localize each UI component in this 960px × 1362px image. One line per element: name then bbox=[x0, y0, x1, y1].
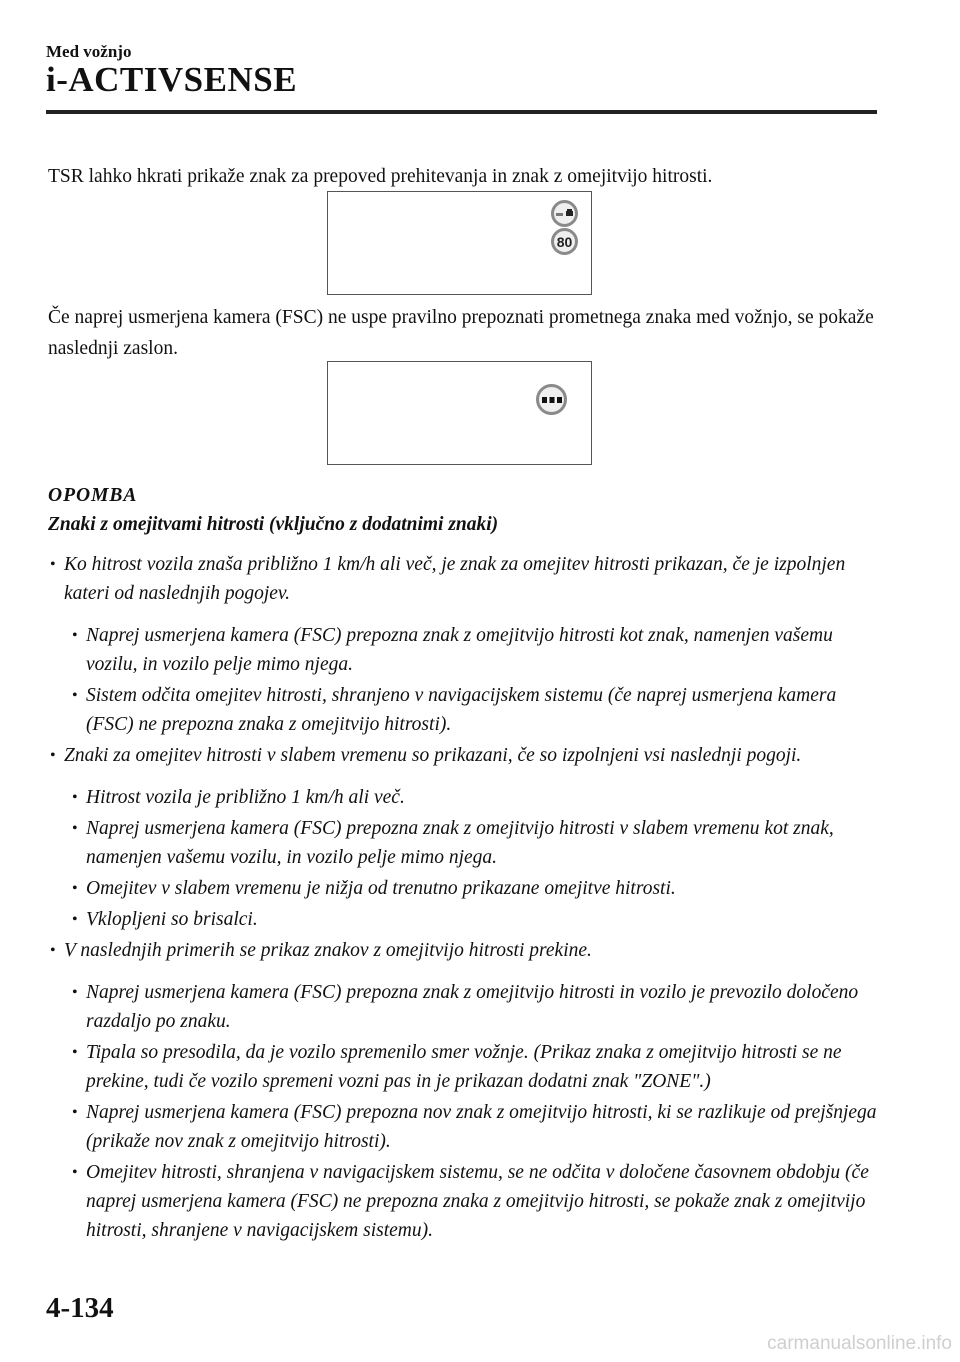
list-subitem: • Naprej usmerjena kamera (FSC) prepozna znak z omejitvijo hitrosti v slabem vremenu kot znak, namenjen vašemu vozilu, in vozilo pelje mimo njega. bbox=[0, 814, 878, 872]
bullet-icon: • bbox=[72, 820, 78, 837]
note-title: OPOMBA bbox=[48, 485, 138, 506]
unrecognized-sign-icon bbox=[536, 384, 567, 415]
display-illustration-dual-signs bbox=[327, 191, 592, 295]
display-illustration-unrecognized bbox=[327, 361, 592, 465]
watermark: carmanualsonline.info bbox=[767, 1333, 952, 1354]
bullet-icon: • bbox=[72, 911, 78, 928]
bullet-icon: • bbox=[50, 747, 56, 764]
paragraph-tsr-dual: TSR lahko hkrati prikaže znak za prepoved prehitevanja in znak z omejitvijo hitrosti. bbox=[48, 166, 713, 187]
list-subitem: • Naprej usmerjena kamera (FSC) prepozna znak z omejitvijo hitrosti in vozilo je prevozilo določeno razdaljo po znaku. bbox=[0, 978, 878, 1036]
page-number: 4-134 bbox=[46, 1292, 114, 1324]
list-subitem: • Naprej usmerjena kamera (FSC) prepozna nov znak z omejitvijo hitrosti, ki se razlikuje od prejšnjega (prikaže nov znak z omejitvijo hitrosti). bbox=[0, 1098, 878, 1156]
bullet-icon: • bbox=[72, 1044, 78, 1061]
list-subitem: • Omejitev hitrosti, shranjena v navigacijskem sistemu, se ne odčita v določene časovnem obdobju (če naprej usmerjena kamera (FSC) ne prepozna znaka z omejitvijo hitrosti, se pokaže znak z omejitvijo hitrosti, shranjene v navigacijskem sistemu). bbox=[0, 1158, 878, 1245]
bullet-icon: • bbox=[72, 1104, 78, 1121]
list-item: • Ko hitrost vozila znaša približno 1 km/h ali več, je znak za omejitev hitrosti prikazan, če je izpolnjen kateri od naslednjih pogojev. bbox=[0, 550, 876, 608]
no-passing-sign-icon bbox=[551, 200, 578, 227]
bullet-icon: • bbox=[72, 984, 78, 1001]
note-list bbox=[0, 550, 960, 1247]
section-label: Med vožnjo bbox=[46, 42, 132, 61]
bullet-icon: • bbox=[72, 687, 78, 704]
list-subitem: • Sistem odčita omejitev hitrosti, shranjeno v navigacijskem sistemu (če naprej usmerjena kamera (FSC) ne prepozna znaka z omejitvijo hitrosti). bbox=[0, 681, 878, 739]
list-subitem: • Omejitev v slabem vremenu je nižja od trenutno prikazane omejitve hitrosti. bbox=[0, 874, 878, 903]
bullet-icon: • bbox=[50, 556, 56, 573]
bullet-icon: • bbox=[72, 627, 78, 644]
list-subitem: • Vklopljeni so brisalci. bbox=[0, 905, 878, 934]
list-subitem: • Hitrost vozila je približno 1 km/h ali več. bbox=[0, 783, 878, 812]
bullet-icon: • bbox=[72, 880, 78, 897]
bullet-icon: • bbox=[72, 789, 78, 806]
list-item: • V naslednjih primerih se prikaz znakov z omejitvijo hitrosti prekine. bbox=[0, 936, 876, 965]
list-subitem: • Naprej usmerjena kamera (FSC) prepozna znak z omejitvijo hitrosti kot znak, namenjen vašemu vozilu, in vozilo pelje mimo njega. bbox=[0, 621, 878, 679]
note-subtitle: Znaki z omejitvami hitrosti (vključno z dodatnimi znaki) bbox=[48, 514, 499, 535]
bullet-icon: • bbox=[72, 1164, 78, 1181]
bullet-icon: • bbox=[50, 942, 56, 959]
speed-limit-sign-icon: 80 bbox=[551, 228, 578, 255]
list-item: • Znaki za omejitev hitrosti v slabem vremenu so prikazani, če so izpolnjeni vsi naslednji pogoji. bbox=[0, 741, 876, 770]
header-divider bbox=[46, 110, 877, 114]
paragraph-fsc-fail: Če naprej usmerjena kamera (FSC) ne uspe pravilno prepoznati prometnega znaka med vožnjo, se pokaže naslednji zaslon. bbox=[48, 307, 874, 359]
page-title: i-ACTIVSENSE bbox=[46, 60, 298, 99]
list-subitem: • Tipala so presodila, da je vozilo spremenilo smer vožnje. (Prikaz znaka z omejitvijo hitrosti se ne prekine, tudi če vozilo spremeni vozni pas in je prikazan dodatni znak "ZONE".) bbox=[0, 1038, 878, 1096]
